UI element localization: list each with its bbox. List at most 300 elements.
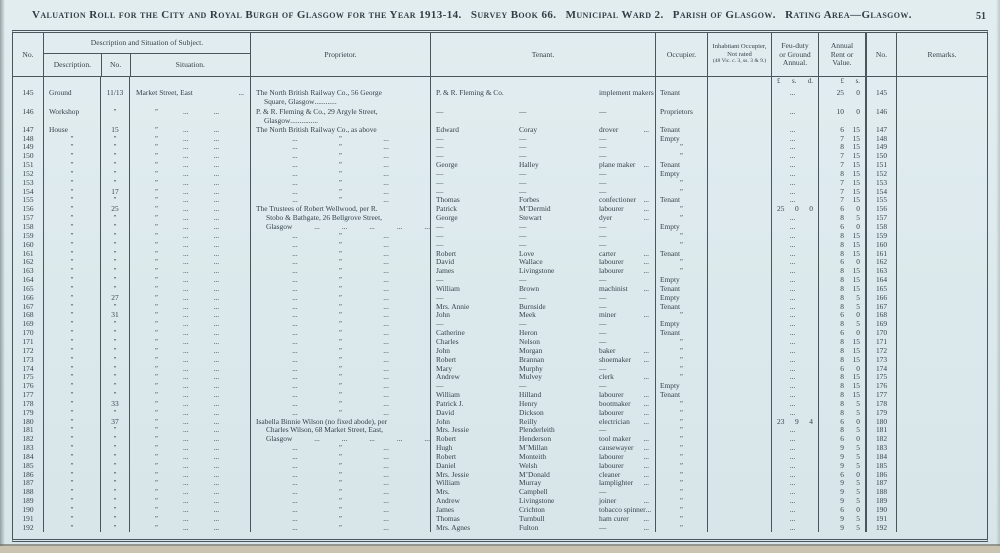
cell-occupier: ″ (655, 187, 707, 196)
tenant-occupation: shoemaker (599, 354, 632, 364)
tenant-forename: Hugh (436, 443, 453, 453)
cell-tenant (430, 267, 655, 276)
header-occupier: Occupier. (655, 33, 707, 76)
cell-feu-duty: ... (771, 258, 818, 267)
page-right-edge (996, 0, 1000, 553)
cell-situation: ″ ... ... (129, 196, 250, 205)
cell-feu-duty: ... (771, 87, 818, 106)
table-row (13, 364, 987, 373)
cell-tenant (430, 328, 655, 337)
cell-no-right: 184 (865, 452, 896, 461)
cell-tenant (430, 213, 655, 222)
cell-remarks (896, 523, 987, 532)
cell-no-right: 161 (865, 249, 896, 258)
cell-inhabitant-occupier (707, 143, 771, 152)
tenant-surname: — (519, 381, 527, 391)
cell-occupier: ″ (655, 399, 707, 408)
cell-rent: 6 0 (818, 311, 865, 320)
tenant-occupation: ham curer (599, 514, 629, 523)
cell-remarks (896, 479, 987, 488)
tenant-surname: — (519, 133, 527, 143)
tenant-leader-dots: ... (643, 266, 649, 276)
cell-no-left: 167 (22, 301, 34, 311)
cell-remarks (896, 355, 987, 364)
cell-remarks (896, 134, 987, 143)
cell-situation: ″ ... ... (129, 249, 250, 258)
cell-rent: 6 0 (818, 505, 865, 514)
tenant-surname: Mulvey (519, 372, 542, 382)
cell-proprietor: ... ″ ... (250, 134, 430, 143)
table-row (13, 249, 987, 258)
cell-description: ″ (43, 267, 100, 276)
tenant-leader-dots: ... (643, 408, 649, 417)
cell-feu-duty: ... (771, 355, 818, 364)
cell-no-right: 174 (865, 364, 896, 373)
cell-no-left: 178 (22, 399, 34, 408)
table-row (13, 390, 987, 399)
tenant-occupation: confectioner (599, 195, 636, 205)
header-description-group (43, 33, 250, 76)
cell-feu-duty: 23 9 4 (771, 417, 818, 426)
table-row (13, 373, 987, 382)
cell-inhabitant-occupier (707, 134, 771, 143)
tenant-forename: Mrs. Jessie (436, 469, 469, 479)
cell-no-left: 162 (22, 257, 34, 267)
table-row (13, 231, 987, 240)
cell-feu-duty: ... (771, 284, 818, 293)
tenant-leader-dots: ... (643, 496, 649, 506)
tenant-forename: Robert (436, 434, 457, 444)
cell-no-right: 165 (865, 284, 896, 293)
cell-tenant (430, 488, 655, 497)
cell-situation: ″ ... ... (129, 328, 250, 337)
cell-no-left: 187 (22, 478, 34, 488)
cell-proprietor: ... ″ ... (250, 488, 430, 497)
tenant-forename: — (436, 133, 444, 143)
cell-inhabitant-occupier (707, 87, 771, 106)
cell-no-right: 179 (865, 408, 896, 417)
table-row (13, 267, 987, 276)
cell-description: ″ (43, 187, 100, 196)
tenant-occupation: tool maker (599, 434, 631, 444)
cell-occupier: ″ (655, 213, 707, 222)
cell-feu-duty: ... (771, 523, 818, 532)
cell-proprietor: ... ″ ... (250, 320, 430, 329)
cell-proprietor: ... ″ ... (250, 302, 430, 311)
cell-house-no: ″ (100, 479, 129, 488)
tenant-occupation: causewayer (599, 443, 634, 453)
cell-remarks (896, 426, 987, 435)
tenant-surname: Halley (519, 160, 539, 170)
cell-proprietor: The North British Railway Co., as above (250, 125, 430, 134)
cell-tenant (430, 284, 655, 293)
cell-proprietor: The Trustees of Robert Wellwood, per R. (250, 205, 430, 214)
cell-remarks (896, 390, 987, 399)
tenant-occupation: labourer (599, 408, 624, 417)
cell-situation: ″ ... ... (129, 275, 250, 284)
tenant-forename: — (436, 186, 444, 196)
cell-tenant (430, 205, 655, 214)
cell-no-left: 176 (22, 381, 34, 391)
cell-rent: 7 15 (818, 196, 865, 205)
tenant-leader-dots: ... (643, 443, 649, 453)
cell-rent: 9 5 (818, 452, 865, 461)
cell-remarks (896, 275, 987, 284)
cell-no-left: 164 (22, 275, 34, 285)
cell-remarks (896, 178, 987, 187)
cell-proprietor: ... ″ ... (250, 470, 430, 479)
cell-description: ″ (43, 452, 100, 461)
cell-tenant (430, 134, 655, 143)
cell-inhabitant-occupier (707, 152, 771, 161)
cell-proprietor: Charles Wilson, 68 Market Street, East, (250, 426, 430, 435)
cell-description: ″ (43, 320, 100, 329)
table-row (13, 143, 987, 152)
cell-remarks (896, 302, 987, 311)
cell-house-no: ″ (100, 284, 129, 293)
cell-proprietor: ... ″ ... (250, 479, 430, 488)
cell-no-left: 191 (22, 514, 34, 523)
tenant-forename: George (436, 160, 458, 170)
cell-no-right: 172 (865, 346, 896, 355)
table-row (13, 187, 987, 196)
cell-occupier: ″ (655, 337, 707, 346)
cell-no-left: 181 (22, 425, 34, 435)
cell-tenant (430, 222, 655, 231)
table-row (13, 408, 987, 417)
cell-house-no: ″ (100, 106, 129, 125)
tenant-forename: Mrs. Agnes (436, 522, 471, 532)
cell-remarks (896, 408, 987, 417)
cell-occupier: ″ (655, 443, 707, 452)
cell-remarks (896, 399, 987, 408)
cell-rent: 25 0 (818, 87, 865, 106)
table-row (13, 196, 987, 205)
cell-house-no: ″ (100, 505, 129, 514)
cell-situation: ″ ... ... (129, 390, 250, 399)
cell-no-left: 174 (22, 363, 34, 373)
table-row (13, 435, 987, 444)
cell-rent: 8 15 (818, 346, 865, 355)
cell-inhabitant-occupier (707, 169, 771, 178)
cell-tenant (430, 169, 655, 178)
cell-no-right: 173 (865, 355, 896, 364)
cell-rent: 8 15 (818, 373, 865, 382)
tenant-leader-dots: ... (643, 125, 649, 134)
tenant-leader-dots: ... (643, 390, 649, 400)
cell-tenant (430, 293, 655, 302)
cell-rent: 7 15 (818, 187, 865, 196)
cell-occupier: ″ (655, 505, 707, 514)
cell-tenant (430, 178, 655, 187)
cell-no-right: 147 (865, 125, 896, 134)
table-row (13, 443, 987, 452)
cell-occupier: ″ (655, 452, 707, 461)
cell-occupier: ″ (655, 461, 707, 470)
cell-tenant (430, 408, 655, 417)
cell-remarks (896, 160, 987, 169)
cell-tenant (430, 152, 655, 161)
cell-house-no: 17 (100, 187, 129, 196)
cell-proprietor: ... ″ ... (250, 452, 430, 461)
cell-description: Workshop (43, 106, 100, 125)
cell-house-no: ″ (100, 337, 129, 346)
cell-house-no: ″ (100, 160, 129, 169)
tenant-forename: — (436, 231, 444, 240)
cell-rent: 8 15 (818, 275, 865, 284)
cell-remarks (896, 106, 987, 125)
cell-house-no: ″ (100, 373, 129, 382)
cell-inhabitant-occupier (707, 320, 771, 329)
cell-house-no: ″ (100, 381, 129, 390)
tenant-surname: Murphy (519, 363, 543, 373)
cell-occupier: ″ (655, 435, 707, 444)
tenant-forename: John (436, 416, 450, 426)
cell-tenant (430, 320, 655, 329)
cell-rent: 8 5 (818, 399, 865, 408)
cell-tenant (430, 275, 655, 284)
tenant-occupation: cleaner (599, 469, 621, 479)
table-row (13, 275, 987, 284)
table-row (13, 461, 987, 470)
cell-remarks (896, 443, 987, 452)
tenant-surname: Dickson (519, 408, 544, 417)
cell-tenant (430, 470, 655, 479)
cell-inhabitant-occupier (707, 461, 771, 470)
cell-tenant (430, 187, 655, 196)
tenant-leader-dots: ... (643, 354, 649, 364)
cell-remarks (896, 258, 987, 267)
title-survey-book: Survey Book 66. (470, 9, 557, 21)
cell-proprietor: ... ″ ... (250, 293, 430, 302)
cell-feu-duty: ... (771, 443, 818, 452)
tenant-occupation: — (599, 425, 607, 435)
cell-occupier: Tenant (655, 302, 707, 311)
cell-house-no: ″ (100, 488, 129, 497)
header-sub-description: Description. (53, 60, 92, 70)
cell-situation: ″ ... ... (129, 417, 250, 426)
table-row (13, 240, 987, 249)
cell-occupier: Empty (655, 275, 707, 284)
cell-no-left: 183 (22, 443, 34, 453)
tenant-leader-dots: ... (643, 310, 649, 320)
cell-no-left: 188 (22, 487, 34, 497)
cell-remarks (896, 293, 987, 302)
cell-no-left: 146 (22, 107, 34, 116)
cell-proprietor: ... ″ ... (250, 311, 430, 320)
cell-occupier: ″ (655, 205, 707, 214)
tenant-surname: Morgan (519, 346, 543, 355)
header-proprietor: Proprietor. (250, 33, 430, 76)
cell-feu-duty: ... (771, 249, 818, 258)
cell-occupier: ″ (655, 479, 707, 488)
cell-situation: ″ ... ... (129, 143, 250, 152)
tenant-occupation: — (599, 169, 607, 178)
cell-inhabitant-occupier (707, 426, 771, 435)
table-row (13, 337, 987, 346)
cell-tenant (430, 302, 655, 311)
cell-feu-duty: ... (771, 408, 818, 417)
cell-description: ″ (43, 390, 100, 399)
cell-inhabitant-occupier (707, 408, 771, 417)
cell-description: Ground (43, 87, 100, 106)
cell-tenant (430, 496, 655, 505)
tenant-surname: Crichton (519, 505, 545, 514)
cell-house-no: ″ (100, 320, 129, 329)
cell-occupier: ″ (655, 231, 707, 240)
tenant-surname: Plenderleith (519, 425, 555, 435)
cell-no-right: 154 (865, 187, 896, 196)
cell-no-right: 183 (865, 443, 896, 452)
cell-no-left: 185 (22, 461, 34, 470)
cell-proprietor: ... ″ ... (250, 514, 430, 523)
cell-description: ″ (43, 231, 100, 240)
tenant-leader-dots: ... (643, 213, 649, 223)
cell-proprietor: ... ″ ... (250, 443, 430, 452)
cell-occupier: ″ (655, 311, 707, 320)
cell-occupier: ″ (655, 417, 707, 426)
tenant-occupation: miner (599, 310, 617, 320)
tenant-surname: Fulton (519, 522, 539, 532)
cell-occupier: ″ (655, 488, 707, 497)
cell-rent: 9 5 (818, 443, 865, 452)
tenant-surname: Brown (519, 284, 540, 293)
cell-situation: ″ ... ... (129, 381, 250, 390)
tenant-occupation: — (599, 301, 607, 311)
cell-no-left: 180 (22, 416, 34, 426)
cell-feu-duty: ... (771, 231, 818, 240)
cell-proprietor: ... ″ ... (250, 355, 430, 364)
table-row (13, 125, 987, 134)
cell-no-right: 164 (865, 275, 896, 284)
tenant-surname: Brannan (519, 354, 545, 364)
tenant-occupation: drover (599, 125, 619, 134)
cell-inhabitant-occupier (707, 205, 771, 214)
cell-tenant (430, 249, 655, 258)
table-body (13, 87, 987, 539)
cell-situation: Market Street, East ... (129, 87, 250, 106)
cell-remarks (896, 381, 987, 390)
tenant-forename: Catherine (436, 328, 465, 338)
cell-no-right: 186 (865, 470, 896, 479)
cell-no-right: 159 (865, 231, 896, 240)
cell-feu-duty: ... (771, 125, 818, 134)
cell-situation: ″ ... ... (129, 231, 250, 240)
tenant-leader-dots: ... (645, 505, 652, 514)
cell-house-no: ″ (100, 302, 129, 311)
cell-occupier: ″ (655, 470, 707, 479)
cell-rent: 8 5 (818, 293, 865, 302)
tenant-occupation: — (599, 231, 607, 240)
cell-no-left: 161 (22, 248, 34, 258)
cell-inhabitant-occupier (707, 231, 771, 240)
cell-tenant (430, 231, 655, 240)
cell-remarks (896, 470, 987, 479)
tenant-forename: Patrick J. (436, 399, 464, 408)
cell-no-right: 163 (865, 267, 896, 276)
cell-proprietor: Stobo & Bathgate, 26 Bellgrove Street, (250, 213, 430, 222)
cell-description: ″ (43, 488, 100, 497)
cell-remarks (896, 435, 987, 444)
cell-situation: ″ ... ... (129, 470, 250, 479)
cell-feu-duty: ... (771, 160, 818, 169)
tenant-occupation: — (599, 186, 607, 196)
cell-no-right: 171 (865, 337, 896, 346)
tenant-surname: — (519, 151, 527, 161)
table-row (13, 169, 987, 178)
tenant-leader-dots: ... (643, 469, 649, 479)
table-row (13, 523, 987, 532)
tenant-surname: Turnbull (519, 514, 545, 523)
cell-situation: ″ ... ... (129, 320, 250, 329)
cell-no-left: 192 (22, 522, 34, 532)
cell-inhabitant-occupier (707, 328, 771, 337)
cell-description: ″ (43, 222, 100, 231)
cell-description: ″ (43, 134, 100, 143)
cell-house-no: ″ (100, 355, 129, 364)
cell-situation: ″ ... ... (129, 106, 250, 125)
cell-tenant (430, 87, 655, 106)
cell-proprietor: ... ″ ... (250, 143, 430, 152)
cell-occupier: Empty (655, 222, 707, 231)
cell-situation: ″ ... ... (129, 205, 250, 214)
cell-occupier: Empty (655, 293, 707, 302)
cell-inhabitant-occupier (707, 178, 771, 187)
cell-remarks (896, 205, 987, 214)
tenant-forename: — (436, 293, 444, 302)
cell-description: ″ (43, 293, 100, 302)
cell-remarks (896, 143, 987, 152)
cell-proprietor: ... ″ ... (250, 408, 430, 417)
cell-no-left: 186 (22, 469, 34, 479)
cell-rent: 8 5 (818, 302, 865, 311)
cell-feu-duty: ... (771, 328, 818, 337)
cell-proprietor: The North British Railway Co., 56 George Square, Glasgow ... ... ... ... (250, 87, 430, 106)
cell-situation: ″ ... ... (129, 443, 250, 452)
cell-remarks (896, 196, 987, 205)
tenant-occupation: tobacco spinner (599, 505, 646, 514)
tenant-forename: Daniel (436, 461, 456, 470)
cell-description: ″ (43, 196, 100, 205)
cell-proprietor: ... ″ ... (250, 187, 430, 196)
cell-proprietor: Isabella Binnie Wilson (no fixed abode), per (250, 417, 430, 426)
title-rating-area: Rating Area—Glasgow. (785, 9, 912, 21)
cell-feu-duty: ... (771, 106, 818, 125)
cell-feu-duty: ... (771, 364, 818, 373)
tenant-leader-dots: ... (643, 416, 649, 426)
cell-occupier: Proprietors (655, 106, 707, 125)
cell-proprietor: ... ″ ... (250, 496, 430, 505)
cell-description: ″ (43, 249, 100, 258)
tenant-surname: — (519, 319, 527, 329)
tenant-forename: Robert (436, 248, 457, 258)
cell-feu-duty: ... (771, 426, 818, 435)
cell-inhabitant-occupier (707, 435, 771, 444)
cell-description: ″ (43, 505, 100, 514)
cell-tenant (430, 523, 655, 532)
cell-situation: ″ ... ... (129, 505, 250, 514)
cell-inhabitant-occupier (707, 390, 771, 399)
cell-rent: 6 0 (818, 328, 865, 337)
cell-occupier: ″ (655, 355, 707, 364)
cell-house-no: ″ (100, 143, 129, 152)
cell-occupier: Empty (655, 169, 707, 178)
cell-rent: 6 0 (818, 205, 865, 214)
cell-house-no: ″ (100, 496, 129, 505)
cell-rent: 8 15 (818, 143, 865, 152)
cell-inhabitant-occupier (707, 267, 771, 276)
cell-inhabitant-occupier (707, 488, 771, 497)
